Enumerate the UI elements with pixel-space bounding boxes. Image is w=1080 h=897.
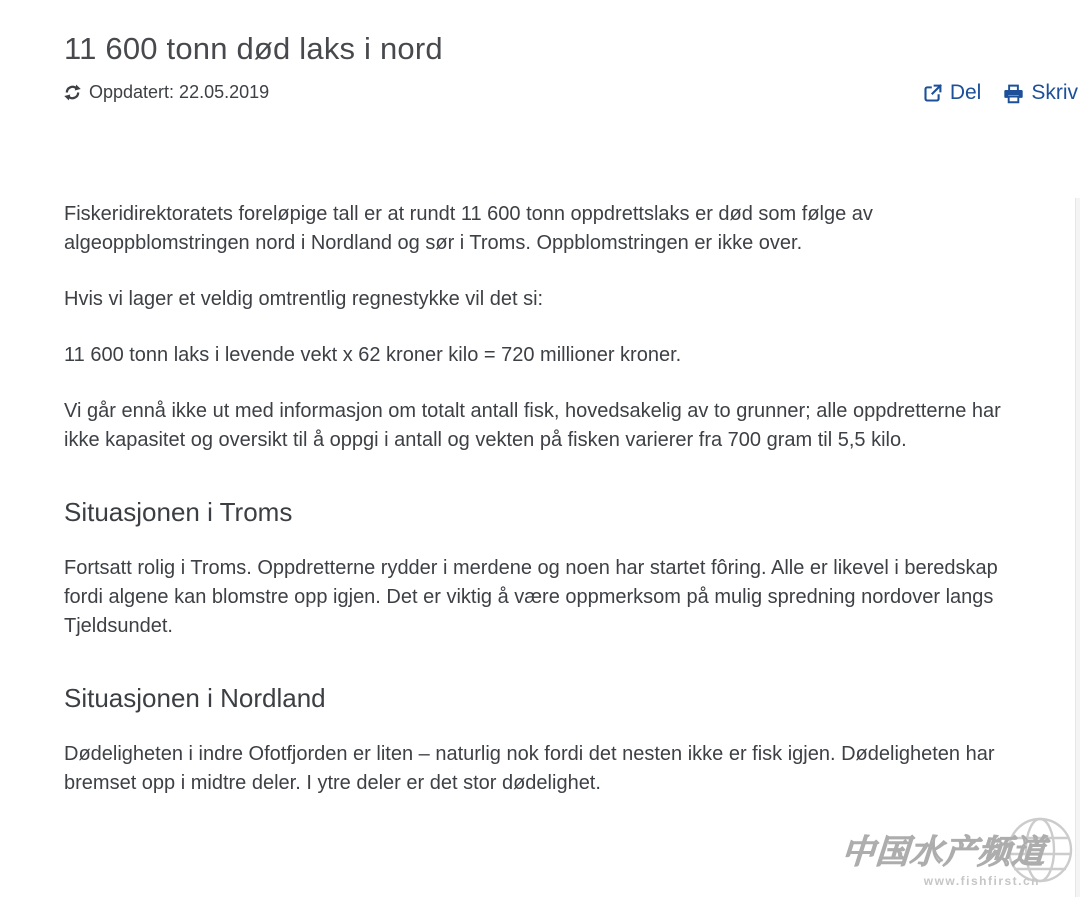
section-heading-troms: Situasjonen i Troms — [64, 497, 293, 528]
section-paragraph-nordland: Dødeligheten i indre Ofotfjorden er liten – naturlig nok fordi det nesten ikke er fisk igjen. Dødeligheten har bremset opp i midtre deler. I ytre deler er det stor dødelighet. — [64, 743, 995, 795]
section-paragraph-troms: Fortsatt rolig i Troms. Oppdretterne rydder i merdene og noen har startet fôring. Alle er likevel i beredskap fordi algene kan blomstre opp igjen. Det er viktig å være oppmerksom på mulig spredning nordover langs Tjeldsundet. — [64, 557, 998, 638]
section-heading-nordland: Situasjonen i Nordland — [64, 683, 326, 714]
updated-text: Oppdatert: 22.05.2019 — [89, 82, 270, 103]
page-title: 11 600 tonn død laks i nord — [64, 31, 443, 66]
article-page — [0, 30, 1080, 897]
intro-paragraph-4: Vi går ennå ikke ut med informasjon om totalt antall fisk, hovedsakelig av to grunner; alle oppdretterne har ikke kapasitet og oversikt til å oppgi i antall og vekten på fisken varierer fra 700 gram til 5,5 kilo. — [64, 400, 1001, 452]
intro-paragraph-2: Hvis vi lager et veldig omtrentlig regnestykke vil det si: — [64, 288, 544, 311]
page-edge-shade — [1075, 198, 1080, 897]
print-link[interactable] — [1003, 81, 1078, 105]
watermark-url: www.fishfirst.cn — [923, 874, 1040, 888]
share-link[interactable] — [922, 81, 982, 105]
intro-paragraph-1: Fiskeridirektoratets foreløpige tall er at rundt 11 600 tonn oppdrettslaks er død som følge av algeoppblomstringen nord i Nordland og sør i Troms. Oppblomstringen er ikke over. — [64, 203, 873, 255]
refresh-icon — [64, 84, 81, 101]
print-label: Skriv — [1031, 81, 1078, 104]
external-link-icon — [922, 83, 943, 104]
page-actions — [922, 81, 1078, 105]
intro-paragraph-3: 11 600 tonn laks i levende vekt x 62 kroner kilo = 720 millioner kroner. — [64, 344, 682, 367]
watermark — [840, 811, 1080, 895]
article-body — [64, 200, 1040, 798]
watermark-text: 中国水产频道 — [840, 833, 1048, 870]
updated-row — [64, 82, 1040, 103]
globe-icon — [1004, 814, 1076, 891]
printer-icon — [1003, 83, 1024, 104]
share-label: Del — [949, 81, 982, 104]
